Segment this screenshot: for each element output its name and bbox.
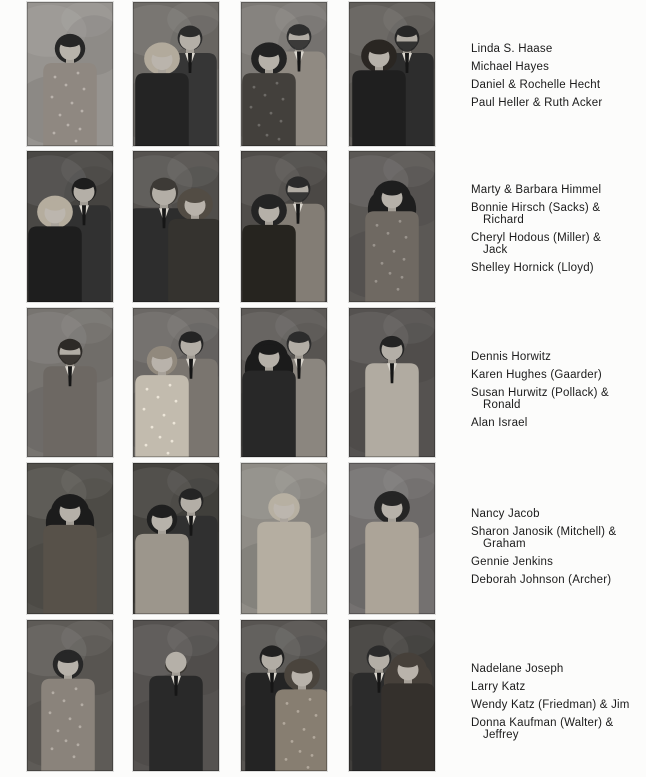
- name-line: Donna Kaufman (Walter) &: [471, 717, 614, 729]
- name-entry: [471, 43, 643, 55]
- portrait-photo-r2c4: [349, 151, 435, 302]
- name-entry: [471, 556, 643, 568]
- name-line: Jack: [483, 244, 508, 256]
- name-line: Wendy Katz (Friedman) & Jim: [471, 699, 630, 711]
- name-entry: [471, 202, 643, 226]
- portrait-photo-r1c3: [241, 2, 327, 146]
- portrait-photo-r1c1: [27, 2, 113, 146]
- name-entry: [471, 508, 643, 520]
- portrait-photo-r2c2: [133, 151, 219, 302]
- name-line: Daniel & Rochelle Hecht: [471, 79, 601, 91]
- name-line: Nadelane Joseph: [471, 663, 564, 675]
- name-line: Alan Israel: [471, 417, 528, 429]
- name-line: Susan Hurwitz (Pollack) &: [471, 387, 609, 399]
- name-line: Dennis Horwitz: [471, 351, 552, 363]
- name-line: Paul Heller & Ruth Acker: [471, 97, 603, 109]
- name-line: Michael Hayes: [471, 61, 550, 73]
- name-line: Cheryl Hodous (Miller) &: [471, 232, 602, 244]
- name-entry: [471, 526, 643, 550]
- portrait-photo-r5c4: [349, 620, 435, 771]
- portrait-photo-r3c1: [27, 308, 113, 457]
- name-entry: [471, 97, 643, 109]
- name-entry: [471, 663, 643, 675]
- name-entry: [471, 717, 643, 741]
- portrait-photo-r4c1: [27, 463, 113, 614]
- name-entry: [471, 184, 643, 196]
- name-entry: [471, 574, 643, 586]
- name-line: Sharon Janosik (Mitchell) &: [471, 526, 617, 538]
- name-list-row-3: [471, 351, 643, 435]
- portrait-photo-r4c2: [133, 463, 219, 614]
- portrait-photo-r5c1: [27, 620, 113, 771]
- name-line: Richard: [483, 214, 525, 226]
- name-line: Nancy Jacob: [471, 508, 540, 520]
- portrait-photo-r3c3: [241, 308, 327, 457]
- name-entry: [471, 681, 643, 693]
- portrait-photo-r1c2: [133, 2, 219, 146]
- name-line: Bonnie Hirsch (Sacks) &: [471, 202, 601, 214]
- portrait-photo-r2c1: [27, 151, 113, 302]
- name-entry: [471, 417, 643, 429]
- name-entry: [471, 387, 643, 411]
- name-line: Linda S. Haase: [471, 43, 553, 55]
- portrait-photo-r5c2: [133, 620, 219, 771]
- name-line: Gennie Jenkins: [471, 556, 554, 568]
- name-list-row-2: [471, 184, 643, 280]
- name-entry: [471, 351, 643, 363]
- name-line: Ronald: [483, 399, 521, 411]
- name-line: Marty & Barbara Himmel: [471, 184, 602, 196]
- portrait-photo-r2c3: [241, 151, 327, 302]
- name-line: Larry Katz: [471, 681, 526, 693]
- portrait-photo-r1c4: [349, 2, 435, 146]
- name-entry: [471, 699, 643, 711]
- portrait-photo-r5c3: [241, 620, 327, 771]
- name-list-row-4: [471, 508, 643, 592]
- name-entry: [471, 369, 643, 381]
- name-line: Jeffrey: [483, 729, 519, 741]
- name-line: Karen Hughes (Gaarder): [471, 369, 602, 381]
- name-line: Graham: [483, 538, 526, 550]
- name-entry: [471, 79, 643, 91]
- portrait-photo-r3c2: [133, 308, 219, 457]
- name-entry: [471, 262, 643, 274]
- portrait-photo-r4c4: [349, 463, 435, 614]
- name-line: Deborah Johnson (Archer): [471, 574, 612, 586]
- portrait-photo-r3c4: [349, 308, 435, 457]
- name-entry: [471, 61, 643, 73]
- name-entry: [471, 232, 643, 256]
- name-line: Shelley Hornick (Lloyd): [471, 262, 594, 274]
- name-list-row-1: [471, 43, 643, 115]
- name-list-row-5: [471, 663, 643, 747]
- portrait-photo-r4c3: [241, 463, 327, 614]
